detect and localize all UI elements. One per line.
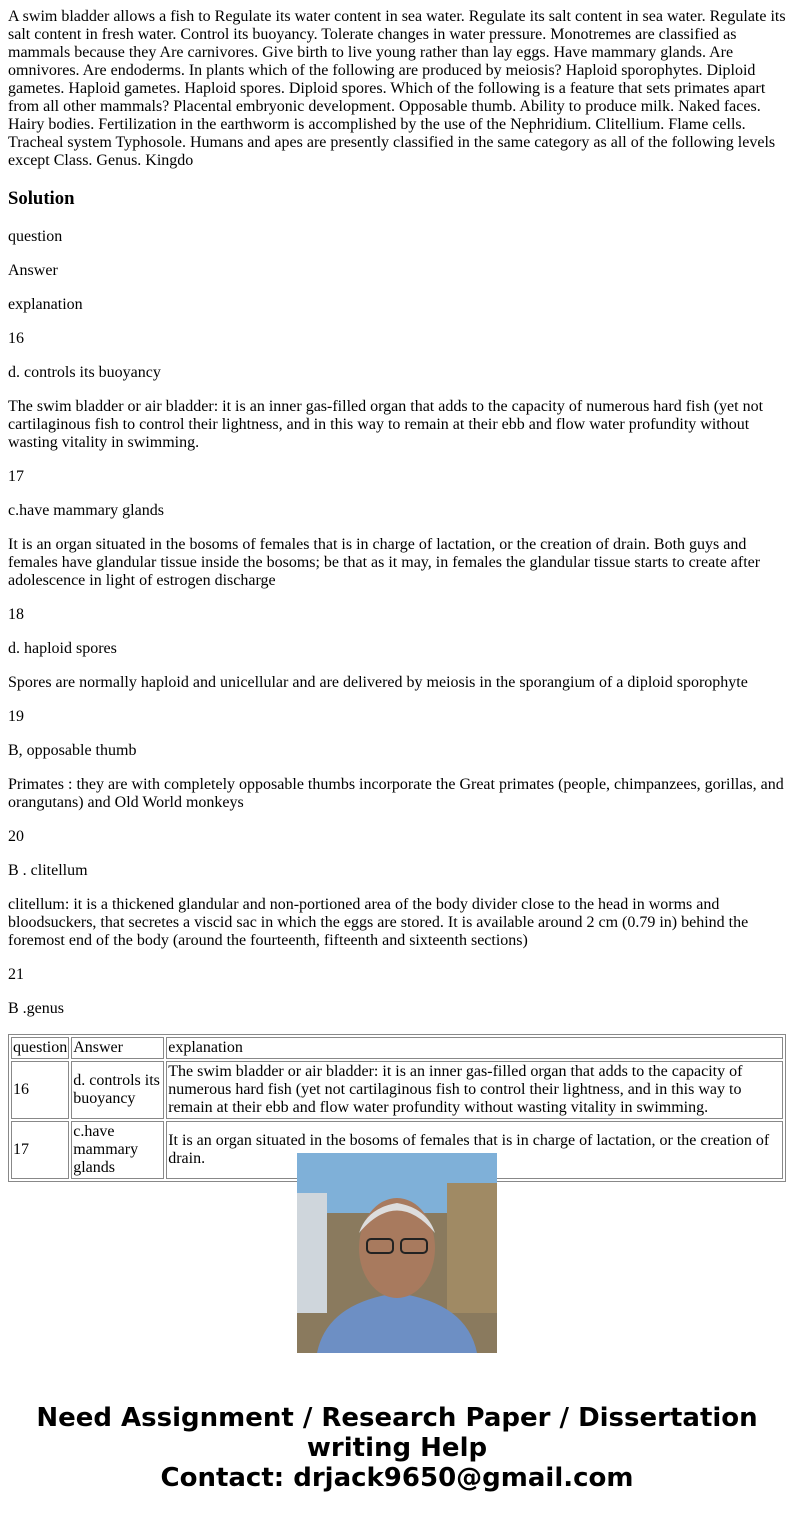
contact-footer bbox=[0, 1403, 794, 1493]
table-header-row bbox=[11, 1037, 783, 1059]
item-question-number: 18 bbox=[8, 606, 24, 623]
item-explanation: Spores are normally haploid and unicellular and are delivered by meiosis in the sporangium of a diploid sporophyte bbox=[8, 674, 748, 691]
table-cell-question: 16 bbox=[11, 1061, 69, 1119]
item-answer: c.have mammary glands bbox=[8, 502, 164, 519]
table-row bbox=[11, 1061, 783, 1119]
author-photo bbox=[297, 1153, 497, 1353]
table-header-explanation: explanation bbox=[166, 1037, 783, 1059]
item-answer: B . clitellum bbox=[8, 862, 88, 879]
table-header-question: question bbox=[11, 1037, 69, 1059]
footer-help-text: Need Assignment / Research Paper / Dissertation writing Help bbox=[36, 1403, 758, 1463]
table-cell-answer: d. controls its buoyancy bbox=[71, 1061, 164, 1119]
item-explanation: It is an organ situated in the bosoms of females that is in charge of lactation, or the creation of drain. Both guys and females have glandular tissue inside the bosoms; be that as it may, in females the glandular tissue starts to create after adolescence in light of estrogen discharge bbox=[8, 536, 761, 589]
header-answer: Answer bbox=[8, 262, 58, 279]
item-explanation: The swim bladder or air bladder: it is an inner gas-filled organ that adds to the capacity of numerous hard fish (yet not cartilaginous fish to control their lightness, and in this way to remain at their ebb and flow water profundity without wasting vitality in swimming. bbox=[8, 398, 764, 451]
header-explanation: explanation bbox=[8, 296, 83, 313]
header-question: question bbox=[8, 228, 63, 245]
solution-heading: Solution bbox=[8, 188, 75, 209]
item-explanation: Primates : they are with completely opposable thumbs incorporate the Great primates (people, chimpanzees, gorillas, and orangutans) and Old World monkeys bbox=[8, 776, 784, 811]
item-answer: B, opposable thumb bbox=[8, 742, 137, 759]
table-header-answer: Answer bbox=[71, 1037, 164, 1059]
table-cell-question: 17 bbox=[11, 1121, 69, 1179]
item-question-number: 21 bbox=[8, 966, 24, 983]
item-question-number: 19 bbox=[8, 708, 24, 725]
item-answer: B .genus bbox=[8, 1000, 64, 1017]
answer-content bbox=[8, 0, 786, 1176]
item-answer: d. controls its buoyancy bbox=[8, 364, 161, 381]
footer-contact: Contact: drjack9650@gmail.com bbox=[160, 1463, 634, 1493]
item-explanation: clitellum: it is a thickened glandular and non-portioned area of the body divider close to the head in worms and bloodsuckers, that secretes a viscid sac in which the eggs are stored. It is available around 2 cm (0.79 in) behind the foremost end of the body (around the fourteenth, fifteenth and sixteenth sections) bbox=[8, 896, 749, 949]
table-cell-answer: c.have mammary glands bbox=[71, 1121, 164, 1179]
item-question-number: 20 bbox=[8, 828, 24, 845]
item-question-number: 16 bbox=[8, 330, 24, 347]
question-text: A swim bladder allows a fish to Regulate its water content in sea water. Regulate its salt content in sea water. Regulate its salt content in fresh water. Control its buoyancy. Tolerate changes in water pressure. Monotremes are classified as mammals because they Are carnivores. Give birth to live young rather than lay eggs. Have mammary glands. Are omnivores. Are endoderms. In plants which of the following are produced by meiosis? Haploid sporophytes. Diploid gametes. Haploid gametes. Haploid spores. Diploid spores. Which of the following is a feature that sets primates apart from all other mammals? Placental embryonic development. Opposable thumb. Ability to produce milk. Naked faces. Hairy bodies. Fertilization in the earthworm is accomplished by the use of the Nephridium. Clitellium. Flame cells. Tracheal system Typhosole. Humans and apes are presently classified in the same category as all of the following levels except Class. Genus. Kingdo bbox=[8, 8, 786, 169]
item-question-number: 17 bbox=[8, 468, 24, 485]
table-cell-explanation: It is an organ situated in the bosoms of females that is in charge of lactation, or the creation of drain. bbox=[166, 1121, 783, 1179]
table-cell-explanation: The swim bladder or air bladder: it is an inner gas-filled organ that adds to the capacity of numerous hard fish (yet not cartilaginous fish to control their lightness, and in this way to remain at their ebb and flow water profundity without wasting vitality in swimming. bbox=[166, 1061, 783, 1119]
item-answer: d. haploid spores bbox=[8, 640, 117, 657]
